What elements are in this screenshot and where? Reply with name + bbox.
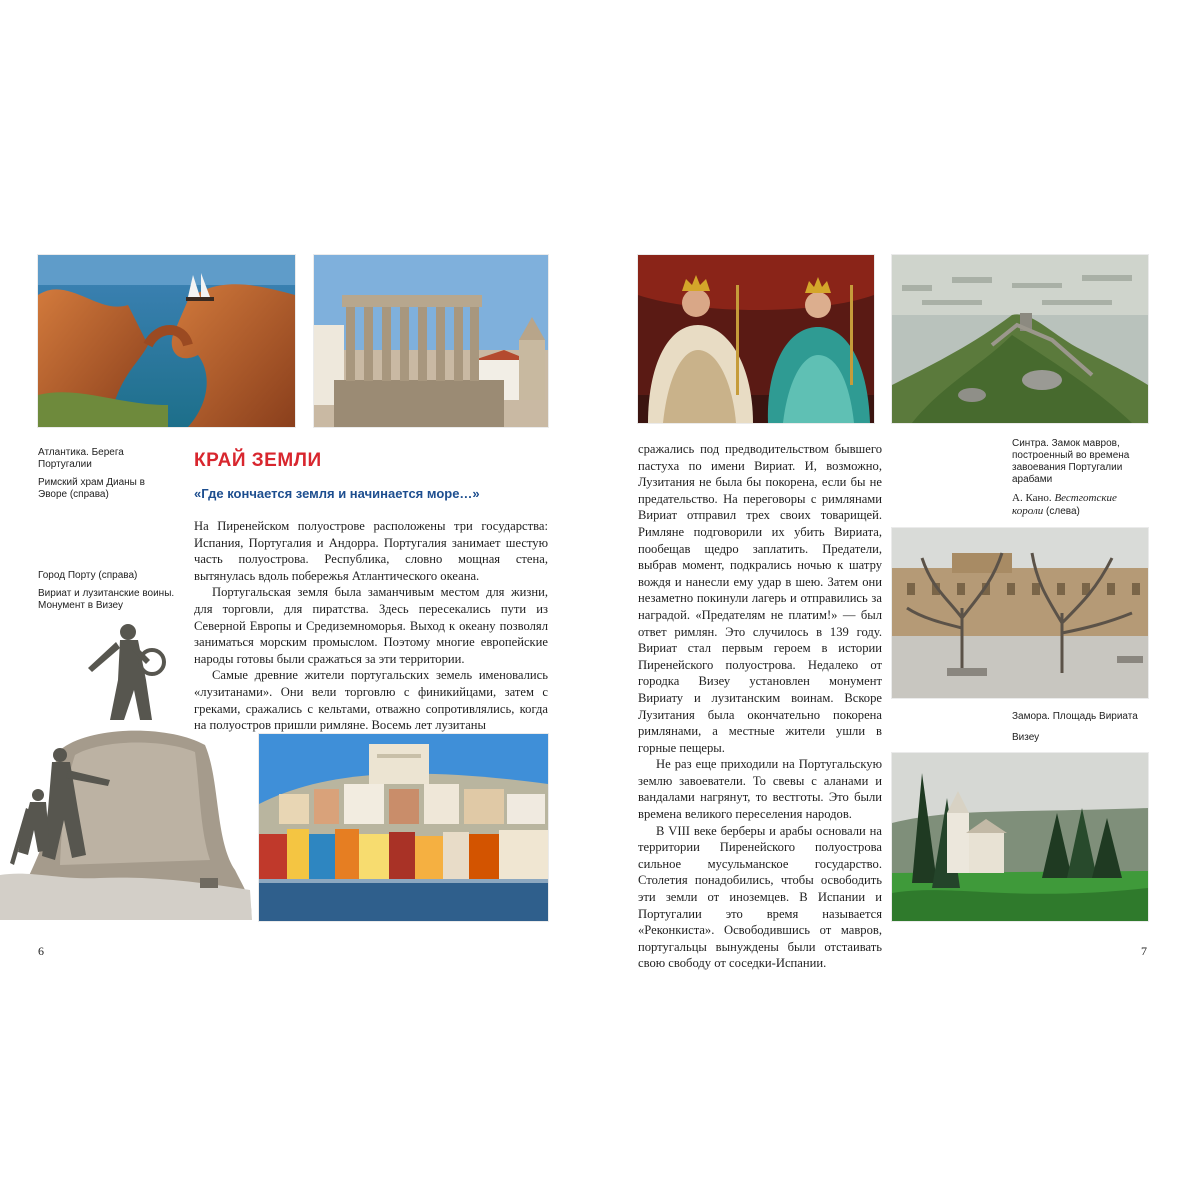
zamora-square-photo xyxy=(892,528,1148,698)
caption-monument: Вириат и лузитанские воины. Монумент в Визеу xyxy=(38,588,175,611)
caption-atlantic: Атлантика. Берега Португалии xyxy=(38,447,124,470)
caption-kings-author: А. Кано. xyxy=(1012,492,1052,504)
paragraph: Португальская земля была заманчивым местом для жизни, для торговли, для пиратства. Здесь пересекались пути из Северной Европы и Средиземноморья. Выход к океану позволял заниматься морским промыслом. Поэтому многие европейские народы готовы были сражаться за эти территории. xyxy=(194,585,548,666)
caption-kings-suffix: (слева) xyxy=(1046,506,1080,517)
page-title: КРАЙ ЗЕМЛИ xyxy=(194,450,322,471)
paragraph: Не раз еще приходили на Португальскую землю завоеватели. То свевы с аланами и вандалами нагрянут, то вестготы. Это были времена великого переселения народов. xyxy=(638,757,882,822)
paragraph: сражались под предводительством бывшего пастуха по имени Вириат. И, возможно, Лузитания не была бы покорена, если бы не предательство. На переговоры с римлянами Вириат отправил трех своих товарищей. Римляне подговорили их убить Вириата, пообещав щедро заплатить. Предатели, выбрав момент, подкрались ночью к шатру вождя и нанесли ему удар в шею. Затем они незаметно покинули лагерь и отправились за наградой. «Предателям не платим!» — был ответ римлян. Это случилось в 139 году. Вириат стал первым героем в истории Пиренейского полуострова. Недалеко от городка Визеу установлен монумент Вириату и лузитанским воинам. Вскоре Лузитания была окончательно покорена римлянами, а местные жители ушли в горные пещеры. xyxy=(638,442,882,755)
viriato-monument-illustration xyxy=(0,620,258,925)
right-captions-lower xyxy=(1012,711,1150,750)
sintra-castle-photo xyxy=(892,255,1148,423)
left-captions-lower xyxy=(38,570,178,618)
paragraph: Самые древние жители португальских земель именовались «лузитанами». Они вели торговлю с финикийцами, затем с греками, сражались с кельтами, отважно сопротивлялись, когда на полуостров пришли римляне. Восемь лет лузитаны xyxy=(194,668,548,733)
right-captions xyxy=(1012,438,1150,524)
visigothic-kings-painting xyxy=(638,255,874,423)
temple-of-diana-photo xyxy=(314,255,548,427)
page-number-left: 6 xyxy=(38,944,44,958)
caption-temple: Римский храм Дианы в Эворе (справа) xyxy=(38,477,145,500)
page-subtitle: «Где кончается земля и начинается море…» xyxy=(194,486,480,501)
right-body-text xyxy=(638,441,882,972)
caption-porto: Город Порту (справа) xyxy=(38,570,138,581)
paragraph: На Пиренейском полуострове расположены три государства: Испания, Португалия и Андорра. Португалия занимает шестую часть полуострова. Республика, словно мощная стена, вытянулась вдоль побережья Атлантического океана. xyxy=(194,519,548,583)
porto-city-photo xyxy=(259,734,548,921)
paragraph: В VIII веке берберы и арабы основали на территории Пиренейского полуострова сильное мусульманское государство. Столетия понадобились, чтобы освободить эти земли от иноземцев. В Испании и Португалии это время называется «Реконкиста». Освободившись от мавров, португальцы вынуждены были отстаивать свою свободу от соседки-Испании. xyxy=(638,823,882,971)
caption-sintra: Синтра. Замок мавров, построенный во времена завоевания Португалии арабами xyxy=(1012,438,1130,485)
viseu-church-photo xyxy=(892,753,1148,921)
caption-viseu: Визеу xyxy=(1012,732,1040,743)
atlantic-coast-photo xyxy=(38,255,295,427)
caption-kings xyxy=(1012,492,1150,518)
caption-zamora: Замора. Площадь Вириата xyxy=(1012,711,1138,722)
left-captions xyxy=(38,447,168,507)
caption-kings-title: Вестготские короли xyxy=(1012,492,1117,517)
page-number-right: 7 xyxy=(1141,944,1147,958)
